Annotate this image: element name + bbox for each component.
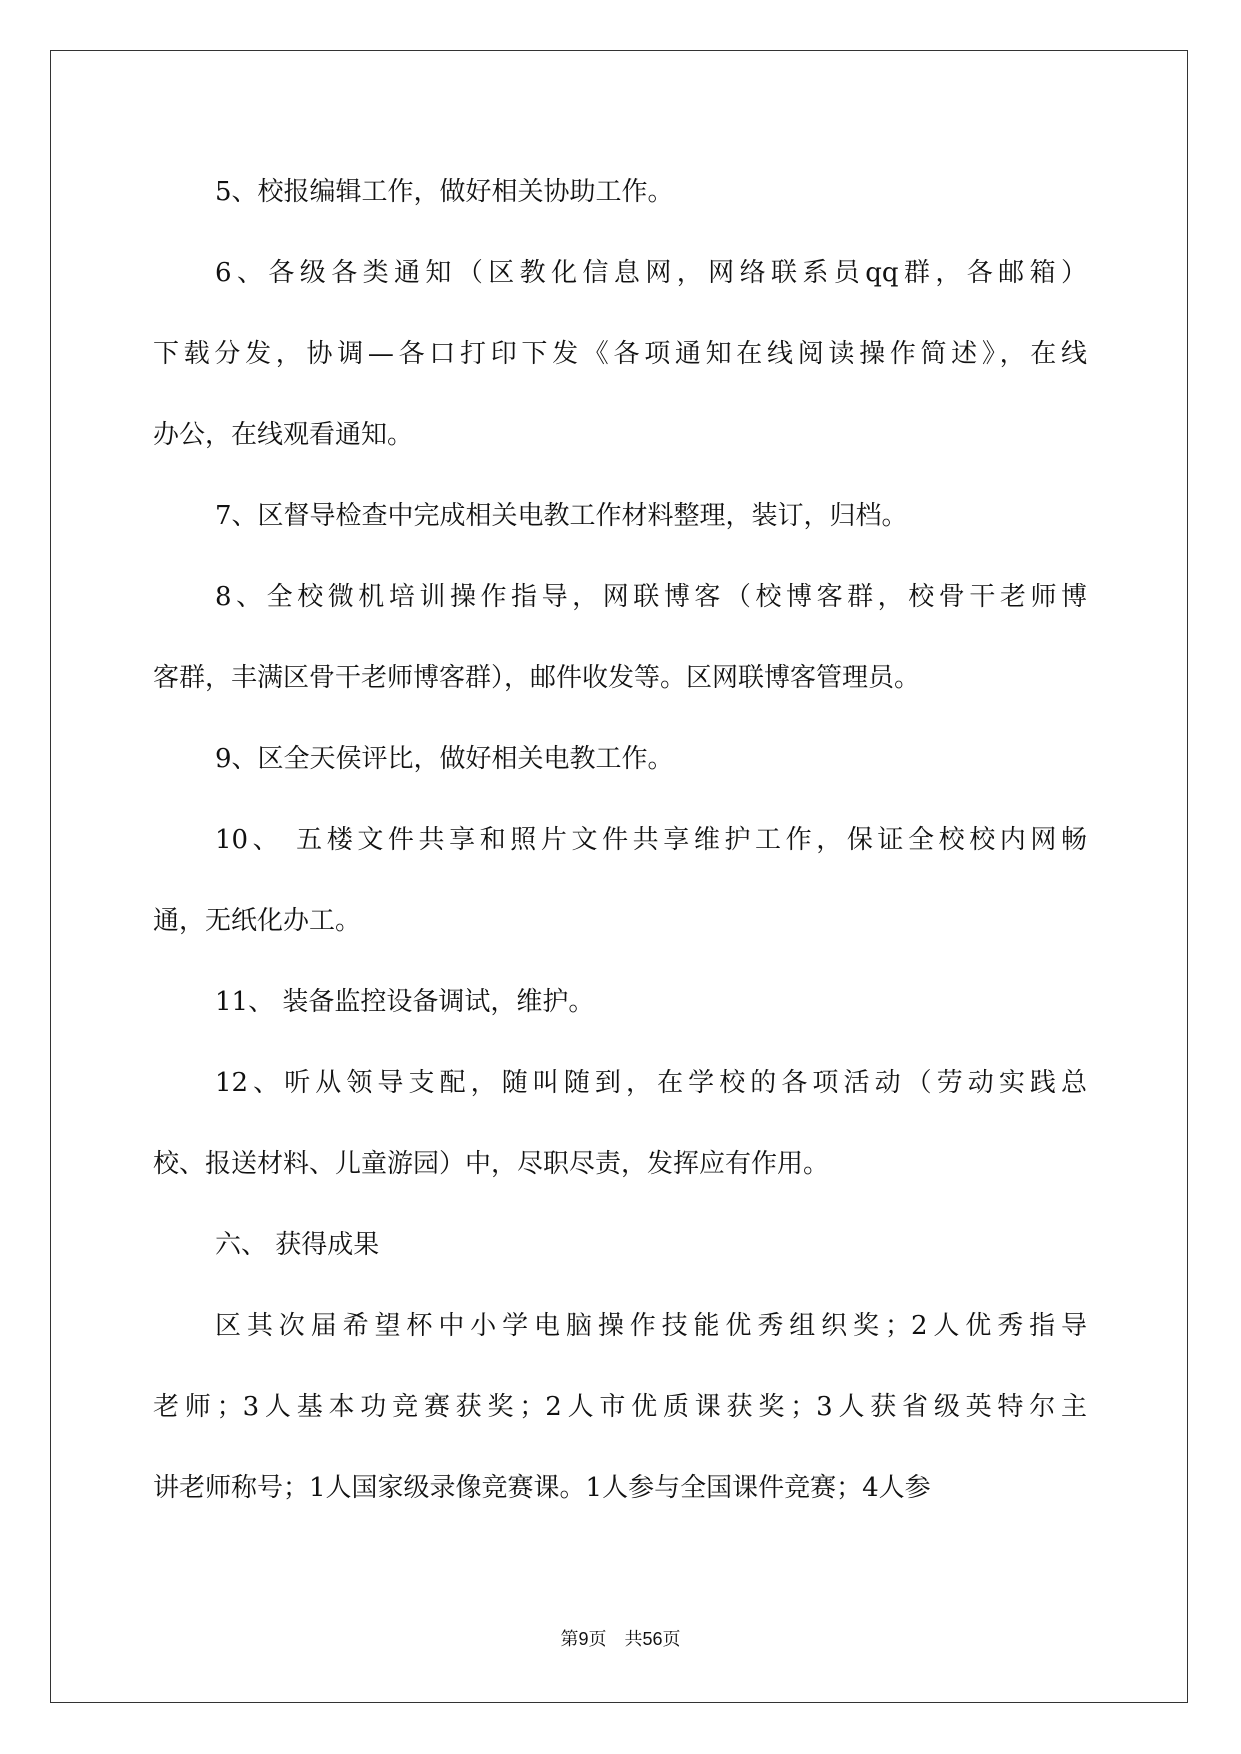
text-line: 老师；3人基本功竞赛获奖；2人市优质课获奖；3人获省级英特尔主 [153, 1392, 1087, 1422]
page-number-footer: 第9页 共56页 [560, 1629, 681, 1649]
paragraph [153, 1205, 1087, 1286]
paragraph [153, 557, 1087, 719]
text-line: 讲老师称号；1人国家级录像竞赛课。1人参与全国课件竞赛；4人参 [153, 1473, 931, 1503]
text-line: 11、 装备监控设备调试，维护。 [215, 987, 595, 1017]
text-line: 12、听从领导支配，随叫随到，在学校的各项活动（劳动实践总 [215, 1068, 1087, 1098]
paragraph [153, 962, 1087, 1043]
paragraph [153, 233, 1087, 476]
text-line: 6、各级各类通知（区教化信息网，网络联系员qq群，各邮箱） [215, 258, 1087, 288]
text-line: 10、 五楼文件共享和照片文件共享维护工作，保证全校校内网畅 [215, 825, 1087, 855]
paragraph [153, 800, 1087, 962]
paragraph [153, 152, 1087, 233]
text-line: 办公，在线观看通知。 [153, 420, 414, 450]
text-line: 7、区督导检查中完成相关电教工作材料整理，装订，归档。 [215, 501, 908, 531]
text-line: 通，无纸化办工。 [153, 906, 362, 936]
text-line: 客群，丰满区骨干老师博客群），邮件收发等。区网联博客管理员。 [153, 663, 921, 693]
paragraph [153, 476, 1087, 557]
text-line: 下载分发，协调—各口打印下发《各项通知在线阅读操作简述》，在线 [153, 339, 1087, 369]
text-line: 8、全校微机培训操作指导，网联博客（校博客群，校骨干老师博 [215, 582, 1087, 612]
document-body [153, 152, 1087, 1529]
paragraph [153, 1043, 1087, 1205]
text-line: 区其次届希望杯中小学电脑操作技能优秀组织奖；2人优秀指导 [215, 1311, 1087, 1341]
text-line: 5、校报编辑工作，做好相关协助工作。 [215, 177, 674, 207]
text-line: 六、 获得成果 [215, 1230, 380, 1260]
text-line: 校、报送材料、儿童游园）中，尽职尽责，发挥应有作用。 [153, 1149, 830, 1179]
paragraph [153, 1286, 1087, 1529]
text-line: 9、区全天侯评比，做好相关电教工作。 [215, 744, 674, 774]
paragraph [153, 719, 1087, 800]
